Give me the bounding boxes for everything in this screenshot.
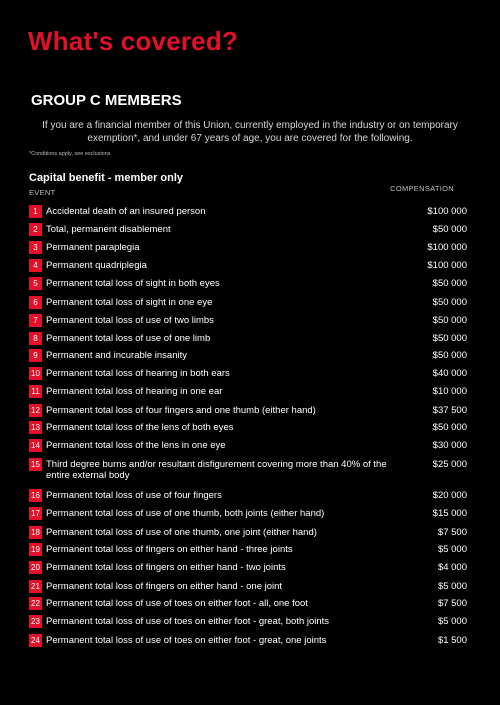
benefit-amount: $100 000: [427, 242, 467, 253]
benefit-number-badge: 8: [29, 332, 42, 345]
benefit-number-badge: 18: [29, 526, 42, 539]
benefit-event: Permanent quadriplegia: [46, 260, 147, 271]
benefit-event: Permanent total loss of hearing in one ear: [46, 386, 223, 397]
benefit-number-badge: 19: [29, 543, 42, 556]
benefit-number-badge: 16: [29, 489, 42, 502]
benefit-amount: $40 000: [432, 368, 467, 379]
benefit-event: Permanent total loss of use of one limb: [46, 333, 211, 344]
benefit-number-badge: 4: [29, 259, 42, 272]
benefit-event: Permanent total loss of use of four fingers: [46, 490, 222, 501]
benefit-amount: $50 000: [432, 297, 467, 308]
conditions-footnote: *Conditions apply, see exclusions: [29, 151, 111, 157]
benefit-row: [29, 223, 467, 236]
benefit-row: [29, 597, 467, 610]
benefit-number-badge: 3: [29, 241, 42, 254]
benefit-event: Permanent total loss of use of one thumb, both joints (either hand): [46, 508, 325, 519]
benefit-number-badge: 20: [29, 561, 42, 574]
benefit-row: [29, 580, 467, 593]
benefit-amount: $25 000: [432, 459, 467, 470]
benefit-row: [29, 367, 467, 380]
benefit-row: [29, 205, 467, 218]
benefit-row: [29, 385, 467, 398]
benefit-number-badge: 12: [29, 404, 42, 417]
benefit-amount: $50 000: [432, 350, 467, 361]
benefit-amount: $50 000: [432, 224, 467, 235]
benefit-number-badge: 2: [29, 223, 42, 236]
benefit-row: [29, 634, 467, 647]
benefit-amount: $37 500: [432, 405, 467, 416]
benefit-amount: $50 000: [432, 422, 467, 433]
benefit-row: [29, 241, 467, 254]
benefit-amount: $10 000: [432, 386, 467, 397]
benefit-number-badge: 5: [29, 277, 42, 290]
benefit-amount: $50 000: [432, 333, 467, 344]
benefit-event: Permanent total loss of use of toes on either foot - all, one foot: [46, 598, 308, 609]
benefit-amount: $100 000: [427, 206, 467, 217]
compensation-column-header: COMPENSATION: [390, 184, 454, 193]
benefit-number-badge: 9: [29, 349, 42, 362]
benefit-row: [29, 421, 467, 434]
benefit-number-badge: 17: [29, 507, 42, 520]
benefit-event: Total, permanent disablement: [46, 224, 171, 235]
benefit-row: [29, 507, 467, 520]
benefit-event: Permanent total loss of use of toes on either foot - great, both joints: [46, 616, 330, 627]
benefit-event: Permanent total loss of the lens in one eye: [46, 440, 226, 451]
benefit-row: [29, 561, 467, 574]
benefit-event: Permanent total loss of sight in both eyes: [46, 278, 220, 289]
benefit-row: [29, 458, 467, 481]
benefit-event: Permanent and incurable insanity: [46, 350, 188, 361]
benefit-row: [29, 332, 467, 345]
benefit-amount: $50 000: [432, 315, 467, 326]
benefit-row: [29, 489, 467, 502]
benefit-row: [29, 543, 467, 556]
benefit-number-badge: 11: [29, 385, 42, 398]
benefit-amount: $50 000: [432, 278, 467, 289]
benefit-event: Permanent total loss of sight in one eye: [46, 297, 213, 308]
benefit-event: Permanent total loss of four fingers and one thumb (either hand): [46, 405, 316, 416]
benefit-number-badge: 6: [29, 296, 42, 309]
benefit-number-badge: 23: [29, 615, 42, 628]
benefit-event: Permanent total loss of use of one thumb, one joint (either hand): [46, 527, 317, 538]
benefit-number-badge: 13: [29, 421, 42, 434]
event-column-header: EVENT: [29, 188, 56, 197]
benefit-row: [29, 404, 467, 417]
benefit-event: Permanent total loss of fingers on either hand - two joints: [46, 562, 286, 573]
benefit-number-badge: 14: [29, 439, 42, 452]
benefit-amount: $5 000: [437, 544, 467, 555]
benefit-row: [29, 615, 467, 628]
benefit-row: [29, 526, 467, 539]
benefit-row: [29, 439, 467, 452]
benefit-amount: $1 500: [437, 635, 467, 646]
benefit-amount: $4 000: [437, 562, 467, 573]
page-title: What's covered?: [28, 26, 239, 56]
benefit-number-badge: 24: [29, 634, 42, 647]
benefit-row: [29, 296, 467, 309]
benefit-row: [29, 259, 467, 272]
benefit-event: Permanent total loss of hearing in both ears: [46, 368, 230, 379]
benefit-event: Permanent total loss of use of two limbs: [46, 315, 214, 326]
section-heading: Capital benefit - member only: [29, 172, 184, 184]
benefit-number-badge: 7: [29, 314, 42, 327]
benefit-number-badge: 22: [29, 597, 42, 610]
benefit-event: Permanent total loss of fingers on either hand - one joint: [46, 581, 283, 592]
benefit-amount: $7 500: [437, 527, 467, 538]
benefit-amount: $15 000: [432, 508, 467, 519]
benefit-event: Permanent paraplegia: [46, 242, 140, 253]
benefit-amount: $5 000: [437, 616, 467, 627]
benefit-number-badge: 21: [29, 580, 42, 593]
benefit-amount: $100 000: [427, 260, 467, 271]
benefit-number-badge: 15: [29, 458, 42, 471]
benefit-row: [29, 314, 467, 327]
benefit-event: Accidental death of an insured person: [46, 206, 206, 217]
benefit-amount: $7 500: [437, 598, 467, 609]
benefit-amount: $20 000: [432, 490, 467, 501]
benefit-number-badge: 1: [29, 205, 42, 218]
benefit-event: Permanent total loss of fingers on either hand - three joints: [46, 544, 293, 555]
benefit-event: Third degree burns and/or resultant disfigurement covering more than 40% of the entire external body: [46, 459, 387, 481]
benefit-event: Permanent total loss of use of toes on either foot - great, one joints: [46, 635, 327, 646]
group-heading: GROUP C MEMBERS: [31, 92, 182, 109]
benefit-number-badge: 10: [29, 367, 42, 380]
benefit-row: [29, 349, 467, 362]
intro-text: If you are a financial member of this Union, currently employed in the industry or on temporary exemption*, and under 67 years of age, you are covered for the following.: [42, 120, 458, 144]
benefit-row: [29, 277, 467, 290]
benefit-amount: $30 000: [432, 440, 467, 451]
benefit-amount: $5 000: [437, 581, 467, 592]
benefit-event: Permanent total loss of the lens of both eyes: [46, 422, 234, 433]
